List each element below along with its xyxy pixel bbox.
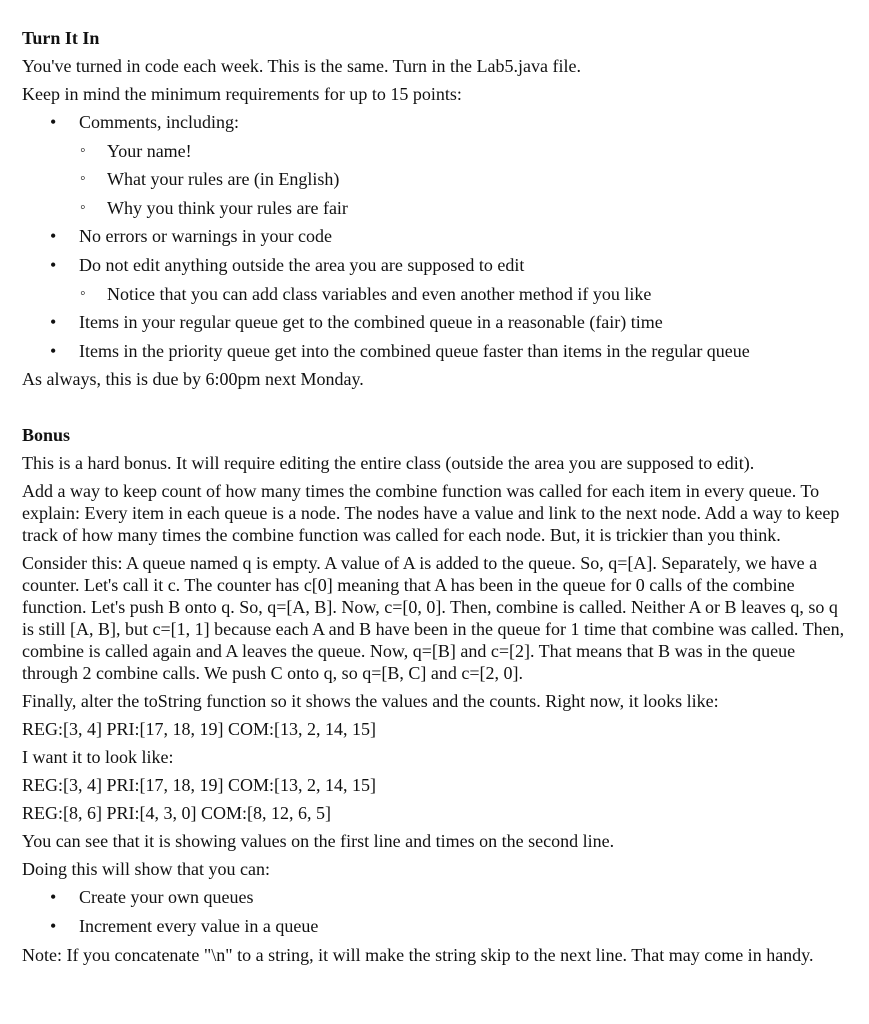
tostring-desired-counts: REG:[8, 6] PRI:[4, 3, 0] COM:[8, 12, 6, 5]	[22, 803, 331, 824]
requirements-intro: Keep in mind the minimum requirements for up to 15 points:	[22, 84, 462, 104]
bonus-paragraph-6: You can see that it is showing values on the first line and times on the second line.	[22, 831, 615, 852]
section-spacer	[22, 396, 847, 424]
bonus-note: Note: If you concatenate "\n" to a string, it will make the string skip to the next line. That may come in handy.	[22, 944, 814, 965]
bonus-section	[22, 424, 847, 965]
turn-in-section	[22, 27, 847, 390]
requirement-class-variables: ◦ Notice that you can add class variables and even another method if you like	[22, 283, 847, 305]
bonus-paragraph-3: Consider this: A queue named q is empty. A value of A is added to the queue. So, q=[A]. Separately, we have a counter. Let's call it c. The counter has c[0] meaning that A has been in the queue for 0 calls of the combine function. Let's push B onto q. So, q=[A, B]. Now, c=[0, 0]. Then, combine is called. Neither A or B leaves q, so q is still [A, B], but c=[1, 1] because each A and B have been in the queue for 1 time that combine was called. Then, combine is called again and A leaves the queue. Now, q=[B] and c=[2]. That means that B was in the queue through 2 combine calls. We push C onto q, so q=[B, C] and c=[2, 0].	[22, 553, 845, 684]
requirement-fair: ◦ Why you think your rules are fair	[22, 197, 847, 219]
bonus-paragraph-4: Finally, alter the toString function so it shows the values and the counts. Right now, it looks like:	[22, 691, 719, 712]
requirement-regular-queue: • Items in your regular queue get to the combined queue in a reasonable (fair) time	[22, 311, 847, 333]
requirement-no-errors: • No errors or warnings in your code	[22, 225, 847, 247]
requirement-rules: ◦ What your rules are (in English)	[22, 168, 847, 190]
bonus-skills-list	[22, 886, 847, 937]
tostring-current-output: REG:[3, 4] PRI:[17, 18, 19] COM:[13, 2, 14, 15]	[22, 719, 376, 740]
requirements-list	[22, 111, 847, 362]
bonus-paragraph-1: This is a hard bonus. It will require editing the entire class (outside the area you are supposed to edit).	[22, 453, 755, 474]
requirement-priority-queue: • Items in the priority queue get into the combined queue faster than items in the regular queue	[22, 340, 847, 362]
bonus-paragraph-7: Doing this will show that you can:	[22, 859, 270, 880]
requirement-no-edit: • Do not edit anything outside the area you are supposed to edit	[22, 254, 847, 276]
requirement-comments: • Comments, including:	[22, 111, 847, 133]
turn-in-heading: Turn It In	[22, 28, 100, 48]
due-date: As always, this is due by 6:00pm next Monday.	[22, 369, 364, 390]
turn-in-intro: You've turned in code each week. This is the same. Turn in the Lab5.java file.	[22, 56, 581, 76]
skill-increment-values: • Increment every value in a queue	[22, 915, 847, 937]
bonus-heading: Bonus	[22, 425, 71, 446]
tostring-desired-values: REG:[3, 4] PRI:[17, 18, 19] COM:[13, 2, 14, 15]	[22, 775, 376, 796]
requirement-your-name: ◦ Your name!	[22, 140, 847, 162]
bonus-paragraph-5: I want it to look like:	[22, 747, 174, 768]
skill-create-queues: • Create your own queues	[22, 886, 847, 908]
bonus-paragraph-2: Add a way to keep count of how many times the combine function was called for each item in every queue. To explain: Every item in each queue is a node. The nodes have a value and link to the next node. Add a way to keep track of how many times the combine function was called for each node. But, it is trickier than you think.	[22, 481, 840, 546]
